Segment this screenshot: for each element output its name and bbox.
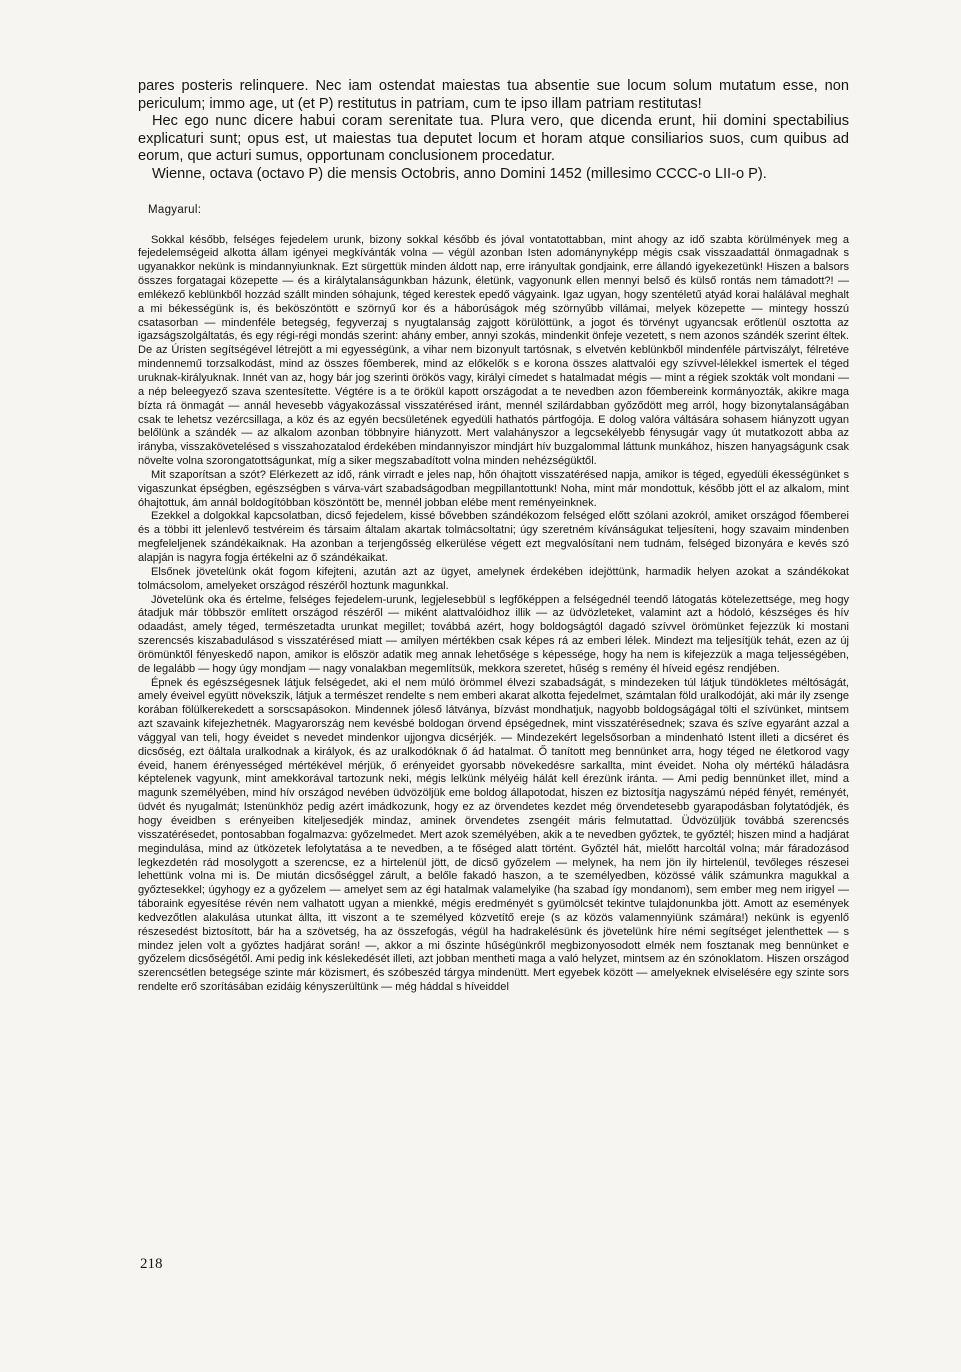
hungarian-paragraph: Jövetelünk oka és értelme, felséges fejedelem-urunk, legjelesebbül s legfőképpen a felségednél teendő látogatás kötelezettsége, meg hogy átadjuk már többször említett országod részéről — miként alattvalóidhoz illik — az üdvözleteket, valamint azt a hódoló, készséges és hív odaadást, amely téged, természetadta urunkat megillet; továbbá azért, hogy boldogságtól dagadó szívvel örömünket fejezzük ki mostani szerencsés kiszabadulásod s visszatérésed miatt — amilyen mértékben csak képes rá az emberi lélek. Mindezt ma teljesítjük tehát, ezen az új örömünktől fényeskedő napon, amikor is először adatik meg annak lehetősége s képessége, hogy ha nem is kifejezzük a maga teljességében, de legalább — hogy úgy mondjam — nagy vonalakban megemlítsük, mekkora szeretet, hűség s remény él híveid egész rendjében. [138, 593, 849, 675]
page-number: 218 [140, 1256, 163, 1272]
latin-paragraph: pares posteris relinquere. Nec iam ostendat maiestas tua absentie sue locum solum mutatum esse, non periculum; immo age, ut (et P) restitutus in patriam, cum te ipso illam patriam restitutas! [138, 78, 849, 112]
hungarian-text-section [138, 234, 849, 995]
latin-paragraph: Wienne, octava (octavo P) die mensis Octobris, anno Domini 1452 (millesimo CCCC-o LII-o P). [152, 165, 767, 182]
section-label: Magyarul: [148, 203, 202, 216]
hungarian-paragraph: Mit szaporítsan a szót? Elérkezett az idő, ránk virradt e jeles nap, hőn óhajtott visszatérésed napja, amikor is téged, egyedüli ékességünket s vigaszunkat épségben, egészségben s várva-várt szabadságodban megpillantottunk! Noha, mint már mondottuk, később jött el az alkalom, mint óhajtottuk, ám annál boldogítóbban köszöntött be, mennél jobban elébe ment reményeinknek. [138, 468, 849, 509]
hungarian-paragraph: Ezekkel a dolgokkal kapcsolatban, dicső fejedelem, kissé bővebben szándékozom felséged előtt szólani azokról, amiket országod főemberei és a többi itt jelenlevő testvéreim és társaim általam akartak tolmácsoltatni; úgy szeretném kívánságukat teljesíteni, hogy szavaim mindenben megfeleljenek szándékaiknak. Ha azonban a terjengősség elkerülése végett ezt megvalósítani nem tudnám, felséged bizonyára e kevés szó alapján is nagyra fogja értékelni az ő szándékaikat. [138, 510, 849, 564]
latin-paragraph: Hec ego nunc dicere habui coram serenitate tua. Plura vero, que dicenda erunt, hii domini spectabilius explicaturi sunt; opus est, ut maiestas tua deputet locum et horam atque consiliarios suos, cum quibus ad eorum, que acturi sumus, opportunam conclusionem procedatur. [138, 113, 849, 165]
hungarian-paragraph: Sokkal később, felséges fejedelem urunk, bizony sokkal később és jóval vontatottabban, mint ahogy az idő szabta körülmények meg a fejedelemségeid alkotta állam igényei megkívánták volna — végül azonban Isten adománynyképp mégis csak visszaadattál önmagadnak s ugyanakkor nekünk is mindannyiunknak. Ezt sürgettük minden áldott nap, erre irányultak gondjaink, erre állandó igyekezetünk! Hiszen a balsors összes forgatagai közepette — és a királytalanságunkban házunk, életünk, vagyonunk ellen mennyi belső és külső rontás nem támadott?! — emlékező keblünkből hozzád szállt minden sóhajunk, téged kerestek epedő vágyaink. Igaz ugyan, hogy szentéletű atyád korai halálával meghalt a mi békességünk is, és beköszöntött e szörnyű kor és a háborúságok még szörnyűbb villámai, melyek közepette — mintegy hosszú csatasorban — mindenféle betegség, fegyverzaj s nyugtalanság zajgott körülöttünk, a jogot és törvényt ugyancsak erőtlenül osztotta az igazságszolgáltatás, és egy régi-régi mondás szerint: ahány ember, annyi szokás, mindenkit önfeje vezetett, s nem azonos szándék szerint éltek. De az Úristen segítségével létrejött a mi egyességünk, a vihar nem bizonyult tartósnak, s elvetvén keblünkből mindenféle pártviszályt, félretéve mindennemű torzsalkodást, mind az összes főemberek, mind az előkelők s e korona összes alattvalói egy szívvel-lélekkel ismertek el téged uruknak-királyuknak. Innét van az, hogy bár jog szerinti örökös vagy, királyi címedet s hatalmadat mégis — mint a régiek szokták volt mondani — a nép beleegyező szava szentesítette. Végtére is a te örökül kapott országodat a te nevedben azon főembereink kormányozták, akikre maga bízta rá önmagát — annál hevesebb vágyakozással visszatérésed iránt, mennél szilárdabban győződött meg arról, hogy bizonytalanságában csak te lehetsz vezércsillaga, a köz és az egyén becsületének egyedüli hathatós pártfogója. E dolog valóra váltására sohasem hiányzott ugyan belőlünk a szándék — az alkalom azonban többnyire hiányzott. Mert valahányszor a legcsekélyebb fénysugár vagy út mutatkozott abba az irányba, visszakövetelésed s visszahozatalod érdekében mindannyiszor mindjárt hív buzgalommal láttunk munkához, hiszen hanyagságunk csak növelte volna szorongatottságunkat, míg a siker megszabadított volna minden nehézségüktől. [138, 233, 849, 468]
latin-text-section [138, 78, 849, 184]
hungarian-paragraph: Elsőnek jövetelünk okát fogom kifejteni, azután azt az ügyet, amelynek érdekében idejöttünk, harmadik helyen azokat a szándékokat tolmácsolom, amelyeket országod részéről hoztunk magunkkal. [138, 565, 849, 592]
hungarian-paragraph: Épnek és egészségesnek látjuk felségedet, aki el nem múló örömmel élvezi szabadságát, s mindezeken túl látjuk tündökletes méltóságát, amely éveivel együtt növekszik, látjuk a természet rendelte s nem emberi akarat alkotta fejedelmet, számtalan föld uralkodóját, aki már ily zsenge korában fölülkerekedett a sorscsapásokon. Mindennek jóleső látványa, bízvást mondhatjuk, nagyobb boldogságágal tölti el szívünket, mintsem azt szavaink kifejezhetnék. Magyarország nem kevésbé boldogan örvend épségednek, mint visszatérésednek; szava és szíve egyaránt azzal a vággyal van teli, hogy éveidet s nevedet mindenkor ujjongva dicsérjék. — Mindezekért legelsősorban a mindenható Istent illeti a dicséret és dicsőség, ezt öáltala uralkodnak a királyok, és az uralkodóknak ő ád hatalmat. Ő tanított meg bennünket arra, hogy téged ne életkorod vagy éveid, hanem érényességed mértékével mérjük, ő erényeidet gyorsabb növekedésre sarkallta, mint éveidet. Noha oly mértékű háladásra képtelenek vagyunk, mint amekkorával tartozunk neki, mégis lelkünk mélyéig hálát kell érezünk iránta. — Ami pedig bennünket illet, mind a magunk személyében, mind hív országod nevében üdvözöljük eme boldog állapotodat, hiszen ez biztosítja nagyszámú népéd fényét, reményét, üdvét és nyugalmát; Istenünkhöz pedig azért imádkozunk, hogy ez az örvendetes kezdet még örvendetesebb gyarapodásban folytatódjék, és hogy éveidben s erényeiben kiteljesedjék mindaz, aminek örvendetes zsengéit máris felmutattad. Üdvözüljük továbbá szerencsés visszatérésedet, pontosabban fogalmazva: győzelmedet. Mert azok személyében, akik a te nevedben győztek, te győztél; hiszen mind a hadjárat megindulása, mind az ütközetek lefolytatása a te nevedben, a te főséged alatt történt. Győztél hát, mielőtt harcoltál volna; már fáradozásod legkezdetén rád mosolygott a szerencse, ez a hirtelenül jött, de dicső győzelem — melynek, ha nem jön ily hirtelenül, tevőleges részesei lehettünk volna mi is. De miután dicsőséggel zárult, a belőle fakadó haszon, a te személyedben, közössé válik számunkra magukkal a győztesekkel; úgyhogy ez a győzelem — amelyet sem az égi hatalmak valamelyike (ha szabad így mondanom), sem ember meg nem irigyel — táboraink egyesítése révén nem valhatott ugyan a mienkké, mégis eredményét s gyümölcsét tekintve tulajdonunkba jött. Amott az események kedvezőtlen alakulása utunkat állta, itt viszont a te személyed közvetítő ereje (s az közös valamennyiünk számára!) nekünk is egyenlő részesedést biztosított, bár ha a szövetség, ha az összefogás, végül ha hadrakelésünk és jövetelünk híre némi segítséget jelenthettek — s mindez jelen volt a győztes hadjárat során! —, akkor a mi őszinte hűségünkről megbizonyosodott elmék nem fosztanak meg bennünket e győzelem dicsőségétől. Ami pedig ink késlekedését illeti, azt jobban mentheti maga a való helyzet, mintsem az én szónoklatom. Hiszen országod szerencsétlen betegsége szinte már közismert, és szóbeszéd tárgya mindenütt. Mert egyebek között — amelyeknek elviselésére egy szinte sors rendelte erő szorításában ezidáig kényszerültünk — még háddal s híveiddel [138, 676, 849, 994]
